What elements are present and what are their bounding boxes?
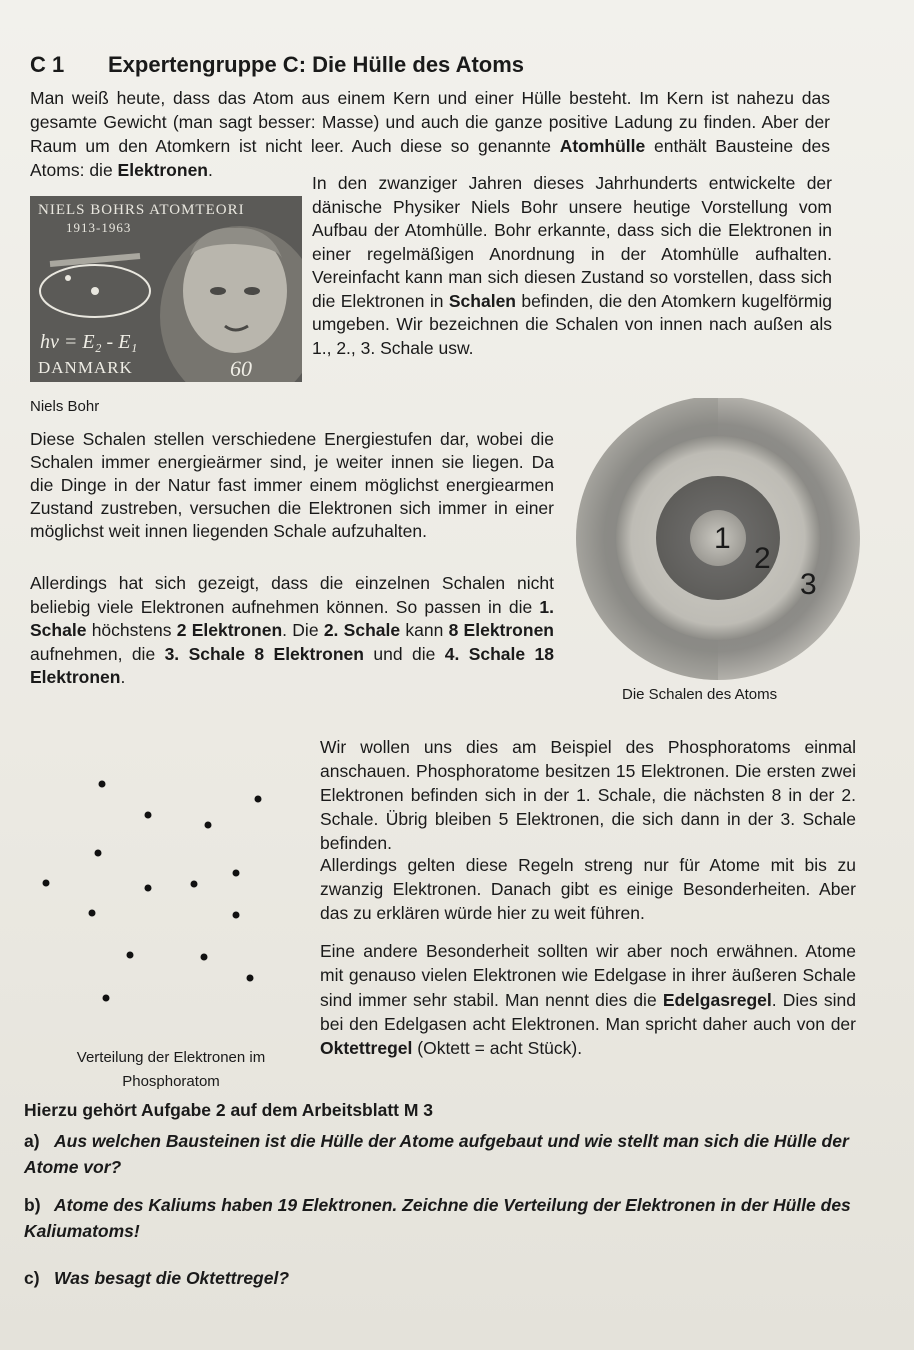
- stamp-header: NIELS BOHRS ATOMTEORI: [38, 202, 245, 218]
- phosphor-figure-caption: Verteilung der Elektronen im Phosphoratom: [76, 1049, 266, 1090]
- bohr-paragraph: In den zwanziger Jahren dieses Jahrhunderts entwickelte der dänische Physiker Niels Bohr unsere heutige Vorstellung vom Aufbau der Atomhülle. Bohr erkannte, dass sich die Elektronen in einer regelmäßigen Anordnung in der Atomhülle aufhalten. Vereinfacht kann man sich diesen Zustand so vorstellen, dass sich die Elektronen in Schalen befinden, die den Atomkern kugelförmig umgeben. Wir bezeichnen die Schalen von innen nach außen als 1., 2., 3. Schale usw.: [312, 173, 832, 358]
- niels-bohr-stamp: [30, 196, 302, 382]
- task-b-text: Atome des Kaliums haben 19 Elektronen. Zeichne die Verteilung der Elektronen in der Hülle des Kaliumatoms!: [24, 1195, 851, 1241]
- electron-dot: [99, 781, 106, 788]
- shell-label-2: 2: [754, 542, 771, 575]
- electron-dot: [103, 995, 110, 1002]
- electron-dot: [201, 954, 208, 961]
- electron-dot: [145, 885, 152, 892]
- electron-dot: [43, 880, 50, 887]
- energy-levels-paragraph: Diese Schalen stellen verschiedene Energiestufen dar, wobei die Schalen immer energieärmer sind, je weiter innen sie liegen. Da die Dinge in der Natur fast immer einem möglichst energiearmen Zustand zustreben, versuchen die Elektronen sich immer in einer möglichst weit innen liegenden Schale aufzuhalten.: [30, 429, 554, 541]
- shell-capacity-paragraph: Allerdings hat sich gezeigt, dass die einzelnen Schalen nicht beliebig viele Elektronen aufnehmen können. So passen in die 1. Schale höchstens 2 Elektronen. Die 2. Schale kann 8 Elektronen aufnehmen, die 3. Schale 8 Elektronen und die 4. Schale 18 Elektronen.: [30, 573, 554, 687]
- task-c: [24, 1265, 884, 1291]
- task-c-label: c): [24, 1268, 40, 1288]
- shell-label-3: 3: [800, 568, 817, 601]
- phosphor-paragraph: Wir wollen uns dies am Beispiel des Phosphoratoms einmal anschauen. Phosphoratome besitzen 15 Elektronen. Die ersten zwei Elektronen befinden sich in der 1. Schale, die nächsten 8 in der 2. Schale. Übrig bleiben 5 Elektronen, die sich dann in der 3. Schale befinden.: [320, 737, 856, 853]
- rule-paragraph: Allerdings gelten diese Regeln streng nur für Atome mit bis zu zwanzig Elektronen. Danach gibt es einige Besonderheiten. Aber das zu erklären würde hier zu weit führen.: [320, 855, 856, 923]
- task-b: [24, 1192, 884, 1244]
- shells-figure-caption: Die Schalen des Atoms: [622, 686, 778, 703]
- section-number: C 1: [30, 52, 65, 77]
- electron-dot: [89, 910, 96, 917]
- electron-dot: [95, 850, 102, 857]
- section-title: Expertengruppe C: Die Hülle des Atoms: [108, 52, 525, 77]
- electron-dot: [191, 881, 198, 888]
- task-b-label: b): [24, 1195, 41, 1215]
- electron-dot: [145, 812, 152, 819]
- stamp-formula: hν = E₂ - E₁: [40, 331, 138, 353]
- electron-dot: [233, 912, 240, 919]
- noble-gas-paragraph: Eine andere Besonderheit sollten wir aber noch erwähnen. Atome mit genauso vielen Elektronen wie Edelgase in ihrer äußeren Schale sind immer sehr stabil. Man nennt dies die Edelgasregel. Dies sind bei den Edelgasen acht Elektronen. Man spricht daher auch von der Oktettregel (Oktett = acht Stück).: [320, 941, 857, 1059]
- intro-paragraph: Man weiß heute, dass das Atom aus einem Kern und einer Hülle besteht. Im Kern ist nahezu das gesamte Gewicht (man sagt besser: Masse) und auch die ganze positive Ladung zu finden. Aber der Raum um den Atomkern ist nicht leer. Auch diese so genannte Atomhülle enthält Bausteine des Atoms: die Elektronen.: [30, 88, 830, 180]
- atom-shells-diagram: [550, 398, 910, 688]
- phosphor-electron-diagram: [30, 740, 320, 1040]
- stamp-years: 1913-1963: [66, 220, 132, 235]
- stamp-value: 60: [230, 356, 252, 381]
- task-c-text: Was besagt die Oktettregel?: [54, 1268, 290, 1288]
- tasks-heading: Hierzu gehört Aufgabe 2 auf dem Arbeitsblatt M 3: [24, 1100, 434, 1120]
- task-a-text: Aus welchen Bausteinen ist die Hülle der Atome aufgebaut und wie stellt man sich die Hülle der Atome vor?: [24, 1131, 849, 1177]
- task-a: [24, 1128, 884, 1180]
- task-a-label: a): [24, 1131, 40, 1151]
- electron-dot: [247, 975, 254, 982]
- stamp-country: DANMARK: [38, 358, 133, 377]
- electron-dot: [233, 870, 240, 877]
- electron-dot: [255, 796, 262, 803]
- shell-label-1: 1: [714, 522, 731, 555]
- page-title: [30, 52, 524, 78]
- electron-dot: [205, 822, 212, 829]
- stamp-caption: Niels Bohr: [30, 398, 100, 415]
- electron-dot: [127, 952, 134, 959]
